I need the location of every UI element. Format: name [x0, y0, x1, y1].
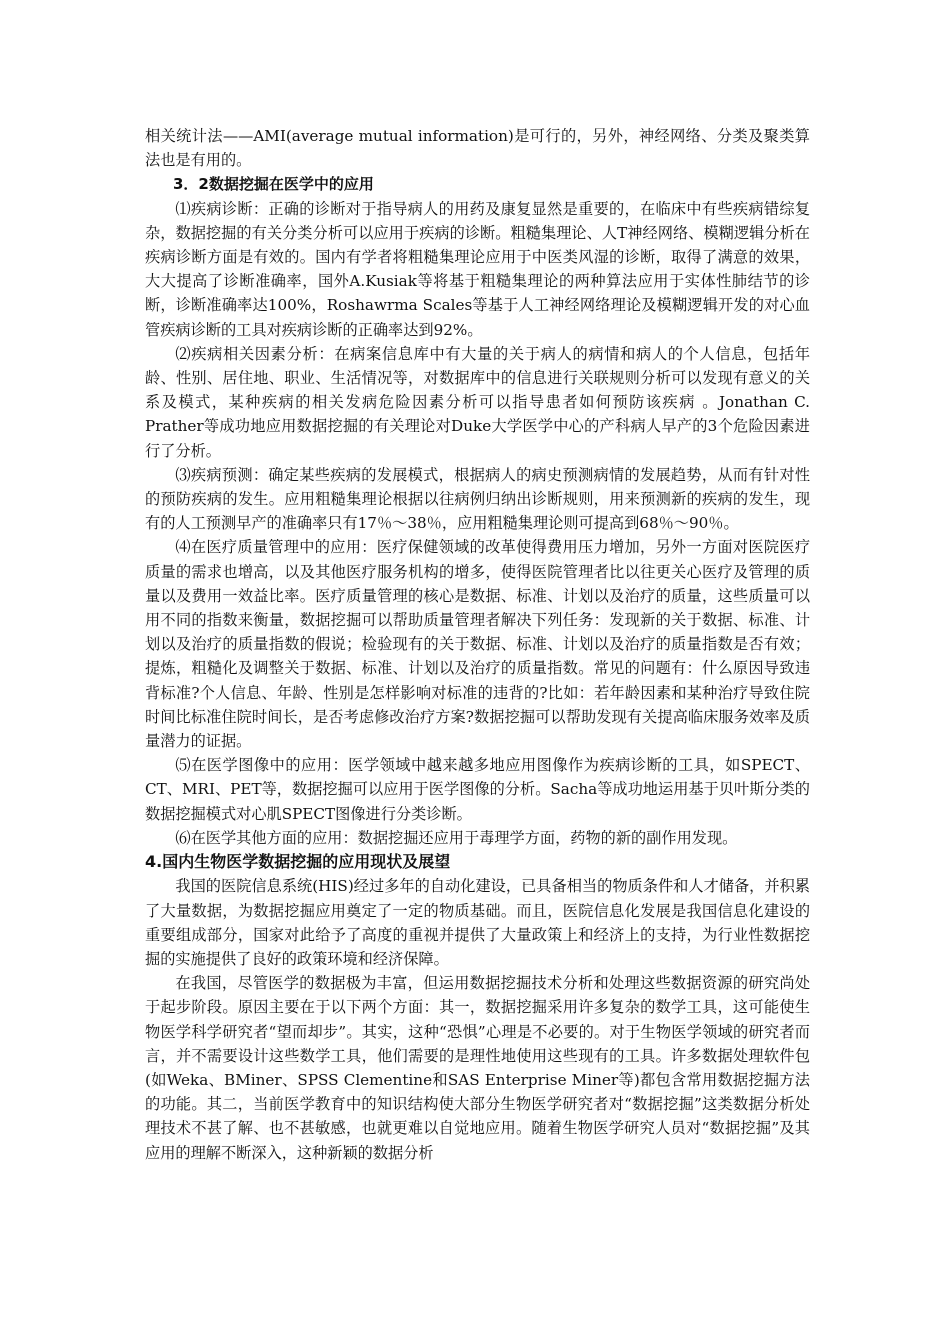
application-item-medical-imaging: ⑸在医学图像中的应用：医学领域中越来越多地应用图像作为疾病诊断的工具，如SPECT、CT、MRI、PET等，数据挖掘可以应用于医学图像的分析。Sacha等成功地运用基于贝叶斯分类的数据挖掘模式对心肌SPECT图像进行分类诊断。: [145, 756, 810, 823]
application-item-quality-management: ⑷在医疗质量管理中的应用：医疗保健领域的改革使得费用压力增加，另外一方面对医院医疗质量的需求也增高，以及其他医疗服务机构的增多，使得医院管理者比以往更关心医疗及管理的质量以及费用一效益比率。医疗质量管理的核心是数据、标准、计划以及治疗的质量，这些质量可以用不同的指数来衡量，数据挖掘可以帮助质量管理者解决下列任务：发现新的关于数据、标准、计划以及治疗的质量指数的假说；检验现有的关于数据、标准、计划以及治疗的质量指数是否有效；提炼，粗糙化及调整关于数据、标准、计划以及治疗的质量指数。常见的问题有：什么原因导致违背标准?个人信息、年龄、性别是怎样影响对标准的违背的?比如：若年龄因素和某种治疗导致住院时间比标准住院时间长，是否考虑修改治疗方案?数据挖掘可以帮助发现有关提高临床服务效率及质量潜力的证据。: [145, 538, 810, 751]
section-3-2-heading: 3．2数据挖掘在医学中的应用: [173, 175, 374, 194]
section-4-paragraph: 我国的医院信息系统(HIS)经过多年的自动化建设，已具备相当的物质条件和人才储备，并积累了大量数据，为数据挖掘应用奠定了一定的物质基础。而且，医院信息化发展是我国信息化建设的重要组成部分，国家对此给予了高度的重视并提供了大量政策上和经济上的支持，为行业性数据挖掘的实施提供了良好的政策环境和经济保障。: [145, 877, 810, 968]
section-4-heading: 4.国内生物医学数据挖掘的应用现状及展望: [145, 852, 451, 872]
application-item-diagnosis: ⑴疾病诊断：正确的诊断对于指导病人的用药及康复显然是重要的，在临床中有些疾病错综复杂，数据挖掘的有关分类分析可以应用于疾病的诊断。粗糙集理论、人T神经网络、模糊逻辑分析在疾病诊断方面是有效的。国内有学者将粗糙集理论应用于中医类风湿的诊断，取得了满意的效果，大大提高了诊断准确率，国外A.Kusiak等将基于粗糙集理论的两种算法应用于实体性肺结节的诊断，诊断准确率达100%，Roshawrma Scales等基于人工神经网络理论及模糊逻辑开发的对心血管疾病诊断的工具对疾病诊断的正确率达到92%。: [145, 199, 810, 339]
application-item-other: ⑹在医学其他方面的应用：数据挖掘还应用于毒理学方面，药物的新的副作用发现。: [175, 828, 738, 847]
section-4-paragraph: 在我国，尽管医学的数据极为丰富，但运用数据挖掘技术分析和处理这些数据资源的研究尚处于起步阶段。原因主要在于以下两个方面：其一，数据挖掘采用许多复杂的数学工具，这可能使生物医学科学研究者“望而却步”。其实，这种“恐惧”心理是不必要的。对于生物医学领域的研究者而言，并不需要设计这些数学工具，他们需要的是理性地使用这些现有的工具。许多数据处理软件包(如Weka、BMiner、SPSS Clementine和SAS Enterprise Miner等)都包含常用数据挖掘方法的功能。其二，当前医学教育中的知识结构使大部分生物医学研究者对“数据挖掘”这类数据分析处理技术不甚了解、也不甚敏感，也就更难以自觉地应用。随着生物医学研究人员对“数据挖掘”及其应用的理解不断深入，这种新颖的数据分析: [145, 974, 810, 1162]
document-page: [145, 124, 810, 1165]
application-item-risk-factors: ⑵疾病相关因素分析：在病案信息库中有大量的关于病人的病情和病人的个人信息，包括年龄、性别、居住地、职业、生活情况等，对数据库中的信息进行关联规则分析可以发现有意义的关系及模式，某种疾病的相关发病危险因素分析可以指导患者如何预防该疾病 。Jonathan C. Prather等成功地应用数据挖掘的有关理论对Duke大学医学中心的产科病人早产的3个危险因素进行了分析。: [145, 344, 810, 460]
intro-paragraph: 相关统计法——AMI(average mutual information)是可行的，另外，神经网络、分类及聚类算法也是有用的。: [145, 127, 810, 170]
application-item-prediction: ⑶疾病预测：确定某些疾病的发展模式，根据病人的病史预测病情的发展趋势，从而有针对性的预防疾病的发生。应用粗糙集理论根据以往病例归纳出诊断规则，用来预测新的疾病的发生，现有的人工预测早产的准确率只有17％～38％，应用粗糙集理论则可提高到68％～90％。: [145, 465, 810, 533]
